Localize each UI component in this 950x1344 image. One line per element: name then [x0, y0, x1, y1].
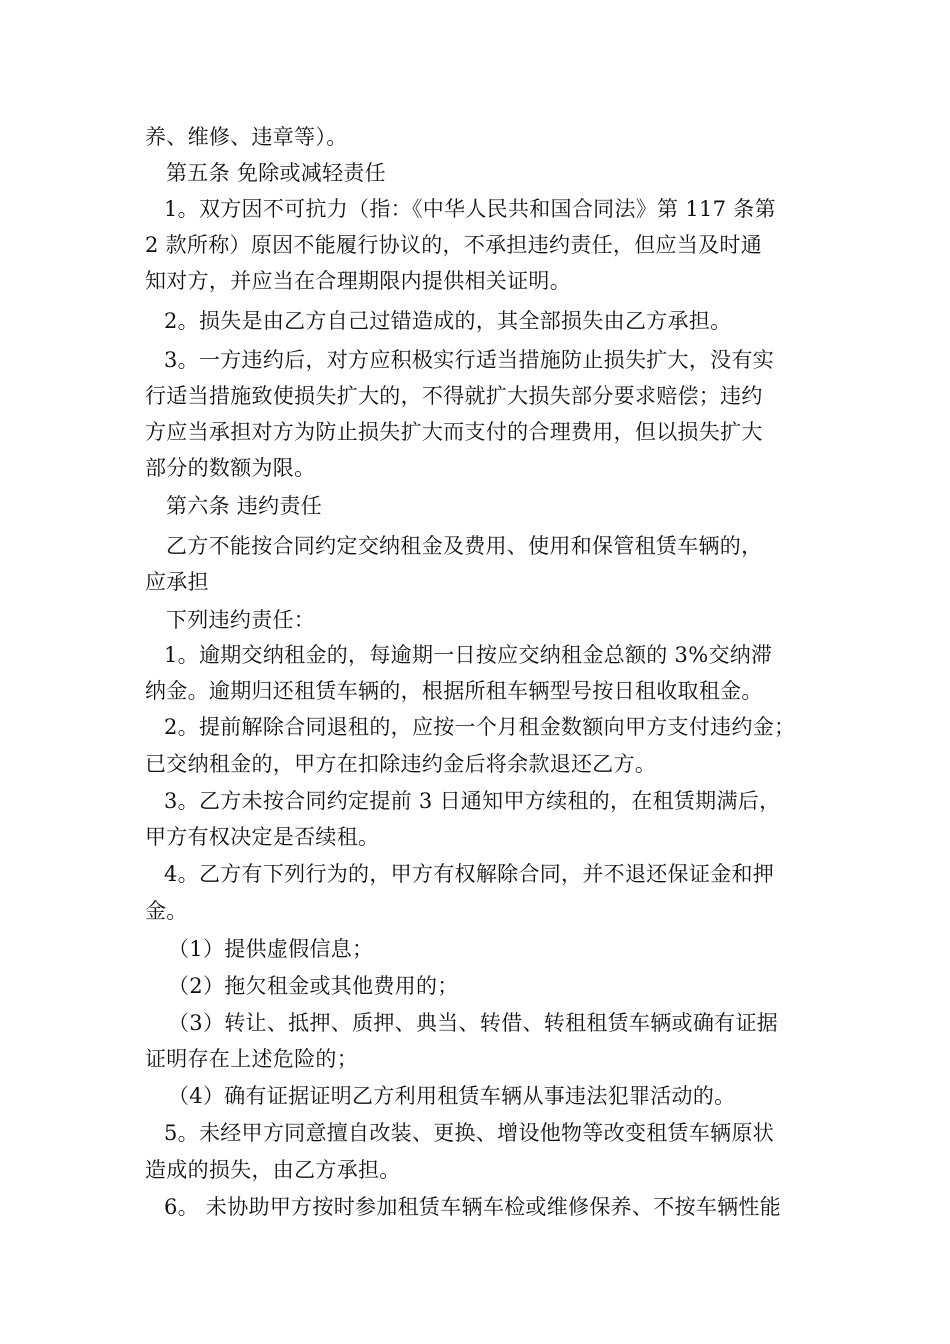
text-line: 甲方有权决定是否续租。: [145, 825, 380, 849]
text-line: 6。 未协助甲方按时参加租赁车辆车检或维修保养、不按车辆性能: [164, 1195, 782, 1219]
text-line: 4。乙方有下列行为的，甲方有权解除合同，并不退还保证金和押: [164, 862, 775, 886]
list-item: （1）提供虚假信息；: [168, 937, 374, 961]
text-line: 行适当措施致使损失扩大的，不得就扩大损失部分要求赔偿；违约: [145, 384, 763, 408]
text-line: 部分的数额为限。: [145, 456, 316, 480]
text-line: 已交纳租金的，甲方在扣除违约金后将余款退还乙方。: [145, 752, 657, 776]
text-line: 3。乙方未按合同约定提前 3 日通知甲方续租的，在租赁期满后，: [164, 789, 781, 813]
text-line: 2。提前解除合同退租的，应按一个月租金数额向甲方支付违约金；: [164, 715, 796, 739]
text-line: 1。逾期交纳租金的，每逾期一日按应交纳租金总额的 3%交纳滞: [164, 643, 773, 667]
text-line: 应承担: [145, 570, 209, 594]
text-line: 2。损失是由乙方自己过错造成的，其全部损失由乙方承担。: [164, 309, 732, 333]
section-heading: 第六条 违约责任: [166, 494, 323, 518]
section-heading: 第五条 免除或减轻责任: [166, 161, 386, 185]
text-line: 乙方不能按合同约定交纳租金及费用、使用和保管租赁车辆的，: [166, 534, 763, 558]
text-line: 下列违约责任：: [166, 608, 316, 632]
text-line: 造成的损失，由乙方承担。: [145, 1158, 401, 1182]
text-line: 证明存在上述危险的；: [145, 1047, 358, 1071]
text-line: 方应当承担对方为防止损失扩大而支付的合理费用，但以损失扩大: [145, 420, 763, 444]
text-line: 知对方，并应当在合理期限内提供相关证明。: [145, 269, 571, 293]
text-line: 纳金。逾期归还租赁车辆的，根据所租车辆型号按日租收取租金。: [145, 679, 763, 703]
text-line: 金。: [145, 899, 188, 923]
list-item: （2）拖欠租金或其他费用的；: [168, 974, 459, 998]
text-line: 养、维修、违章等）。: [145, 125, 348, 149]
text-line: 3。一方违约后，对方应积极实行适当措施防止损失扩大，没有实: [164, 348, 775, 372]
text-line: 1。双方因不可抗力（指：《中华人民共和国合同法》第 117 条第: [164, 197, 776, 221]
text-line: 5。未经甲方同意擅自改装、更换、增设他物等改变租赁车辆原状: [164, 1121, 775, 1145]
text-line: 2 款所称）原因不能履行协议的，不承担违约责任，但应当及时通: [145, 233, 763, 257]
list-item: （3）转让、抵押、质押、典当、转借、转租租赁车辆或确有证据: [168, 1011, 779, 1035]
list-item: （4）确有证据证明乙方利用租赁车辆从事违法犯罪活动的。: [168, 1084, 736, 1108]
